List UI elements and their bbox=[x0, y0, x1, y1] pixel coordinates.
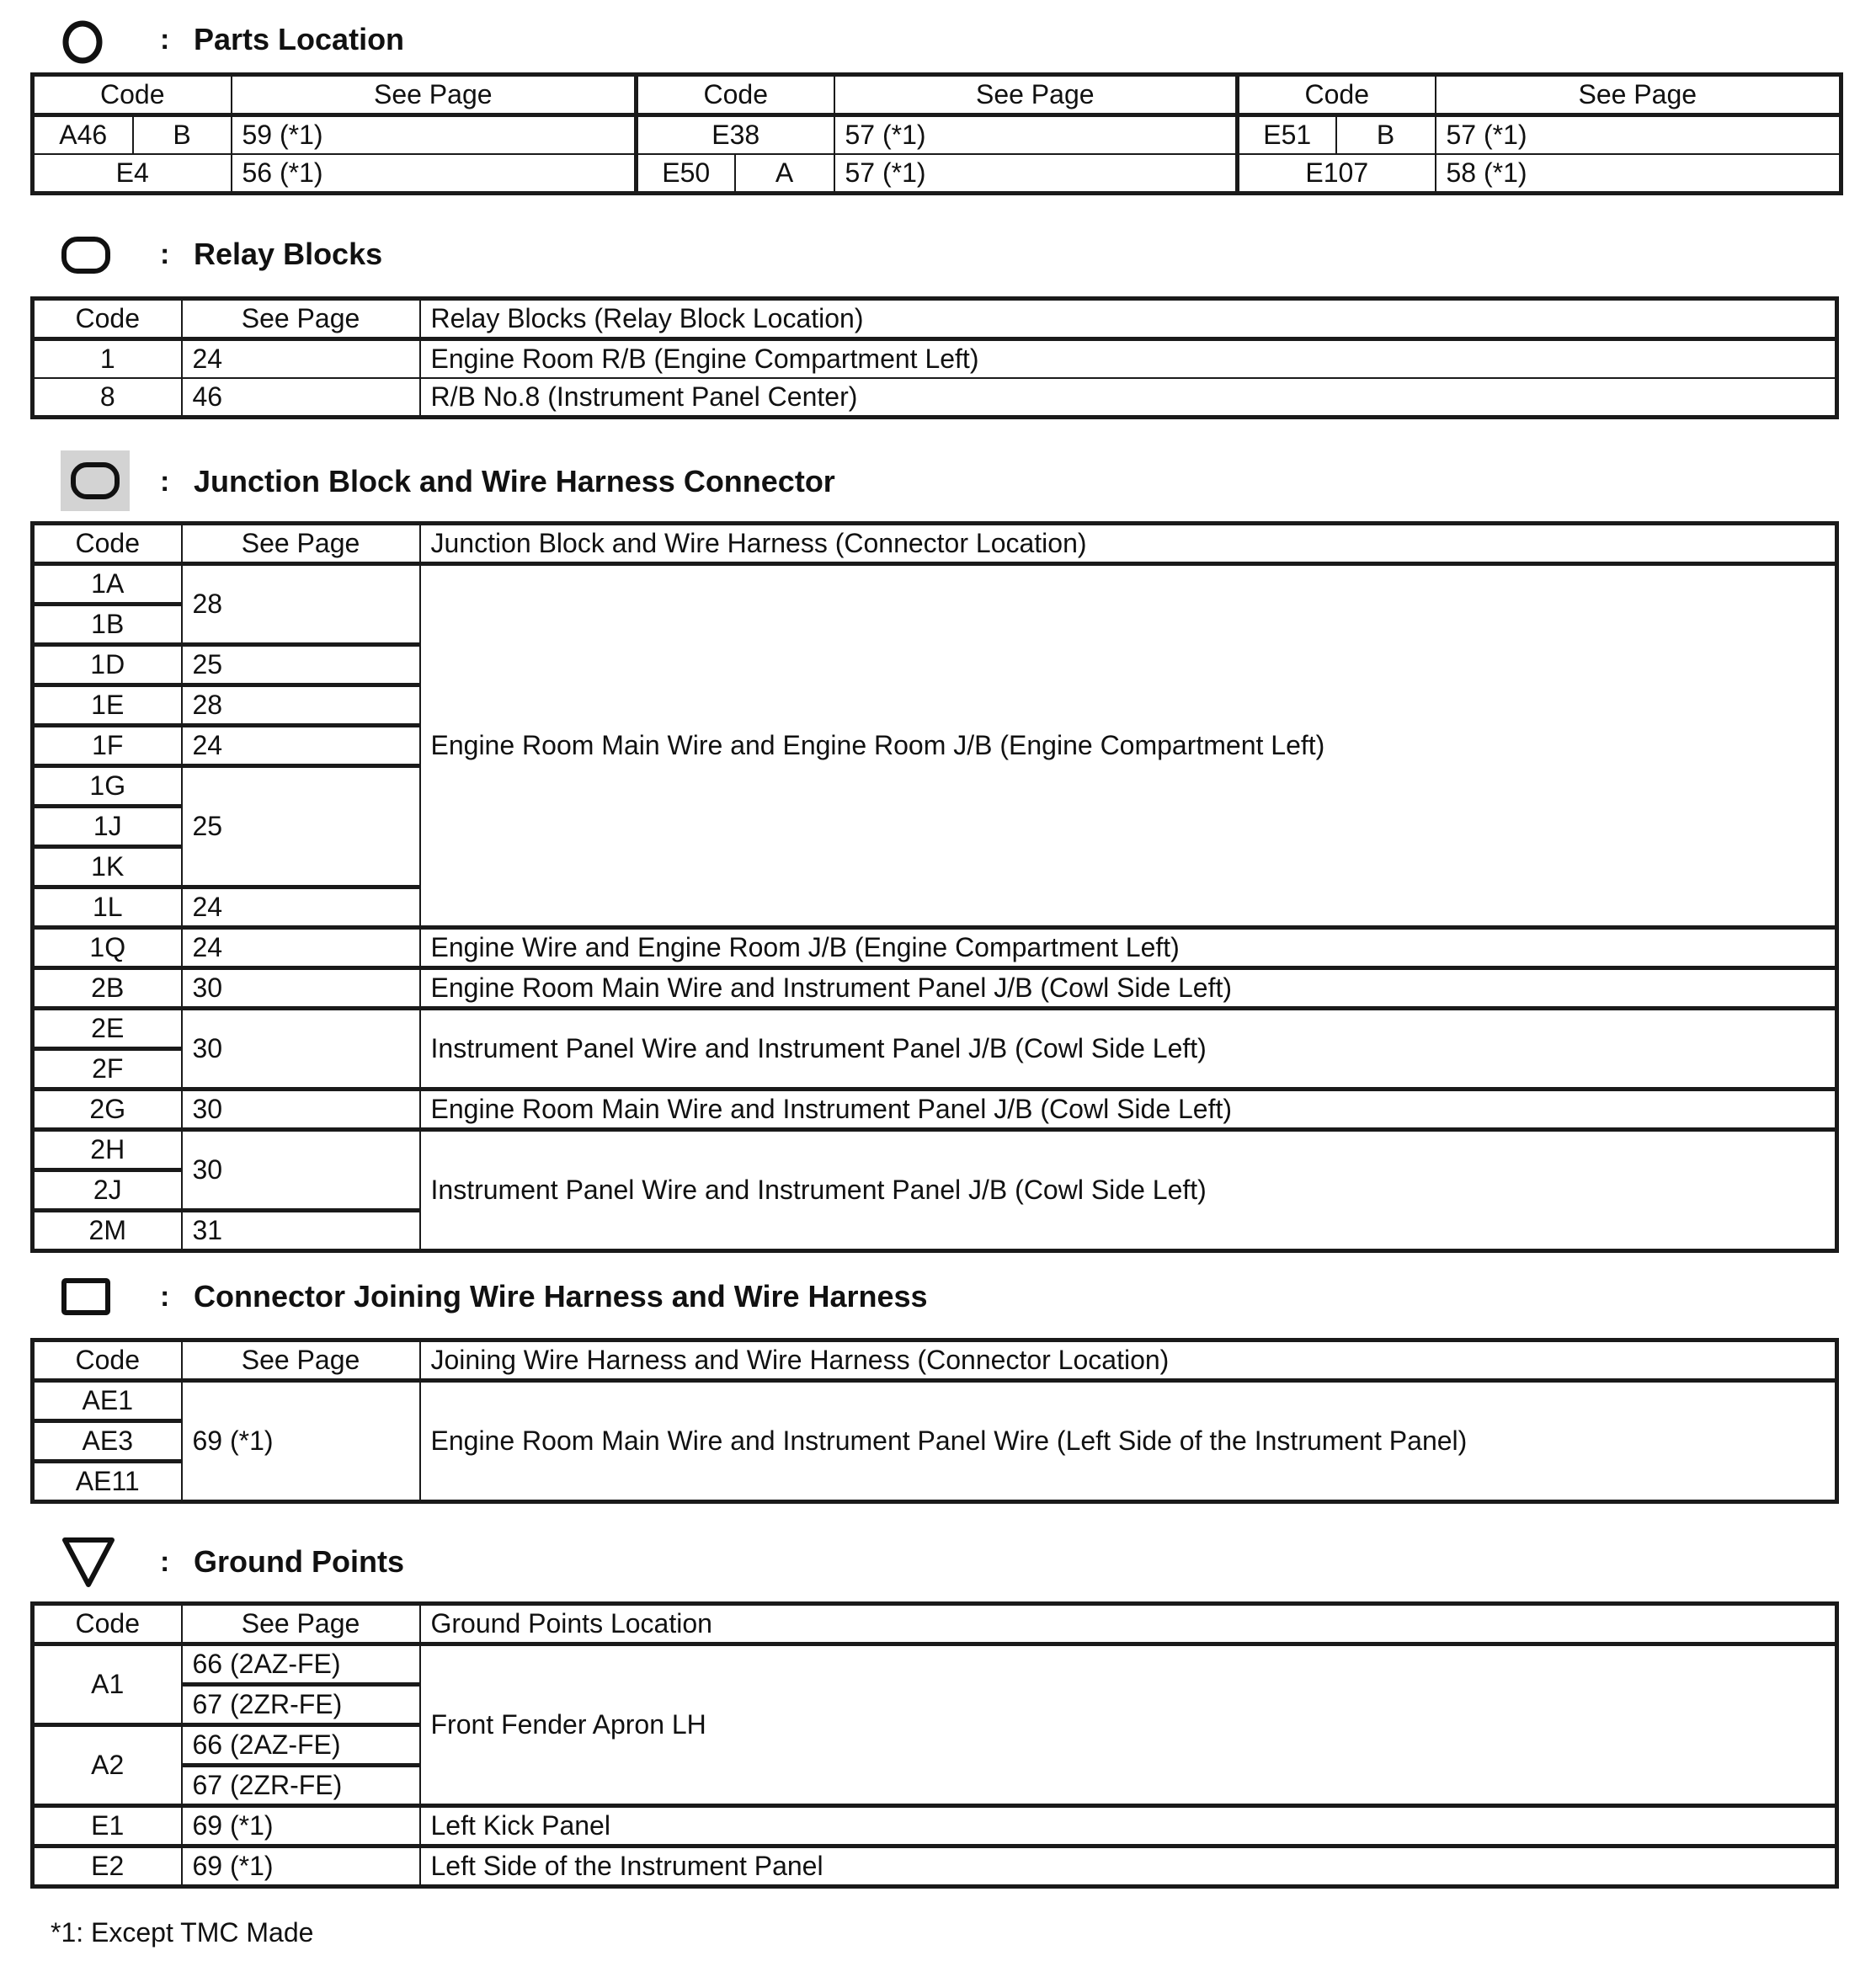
header-code: Code bbox=[33, 299, 182, 339]
table-row bbox=[33, 1644, 1837, 1685]
page-cell: 56 (*1) bbox=[232, 154, 637, 194]
page-cell: 69 (*1) bbox=[182, 1846, 420, 1887]
code-cell: 1D bbox=[33, 645, 182, 685]
table-row bbox=[33, 1381, 1837, 1421]
header-see-page: See Page bbox=[182, 524, 420, 564]
location-cell: Left Side of the Instrument Panel bbox=[420, 1846, 1837, 1887]
page-cell: 30 bbox=[182, 1009, 420, 1090]
code-cell: E51 bbox=[1238, 115, 1336, 155]
code-cell: 1F bbox=[33, 726, 182, 766]
page-cell: 28 bbox=[182, 685, 420, 726]
footnote: *1: Except TMC Made bbox=[51, 1917, 314, 1948]
location-cell: Engine Room R/B (Engine Compartment Left) bbox=[420, 339, 1837, 379]
code-sub-cell: A bbox=[735, 154, 834, 194]
code-cell: AE11 bbox=[33, 1462, 182, 1502]
parts-location-table bbox=[30, 72, 1843, 195]
table-row bbox=[33, 968, 1837, 1009]
page-cell: 57 (*1) bbox=[1436, 115, 1841, 155]
separator: : bbox=[160, 1281, 170, 1313]
table-row bbox=[33, 1009, 1837, 1049]
code-cell: E4 bbox=[33, 154, 232, 194]
page-cell: 24 bbox=[182, 928, 420, 968]
location-cell: Engine Room Main Wire and Instrument Panel J/B (Cowl Side Left) bbox=[420, 1090, 1837, 1130]
code-cell: 1K bbox=[33, 847, 182, 887]
code-cell: A46 bbox=[33, 115, 133, 155]
page-cell: 69 (*1) bbox=[182, 1381, 420, 1502]
header-location: Joining Wire Harness and Wire Harness (Connector Location) bbox=[420, 1340, 1837, 1381]
page-cell: 28 bbox=[182, 564, 420, 645]
table-row bbox=[33, 1090, 1837, 1130]
code-cell: 2H bbox=[33, 1130, 182, 1170]
page-cell: 24 bbox=[182, 339, 420, 379]
section-title: Parts Location bbox=[194, 22, 405, 56]
code-cell: 1G bbox=[33, 766, 182, 807]
table-header-row bbox=[33, 524, 1837, 564]
page-cell: 57 (*1) bbox=[834, 115, 1238, 155]
code-cell: 2E bbox=[33, 1009, 182, 1049]
code-cell: E107 bbox=[1238, 154, 1436, 194]
page-cell: 24 bbox=[182, 726, 420, 766]
code-cell: E1 bbox=[33, 1806, 182, 1846]
location-cell: R/B No.8 (Instrument Panel Center) bbox=[420, 378, 1837, 418]
header-location: Junction Block and Wire Harness (Connector Location) bbox=[420, 524, 1837, 564]
page-cell: 30 bbox=[182, 1130, 420, 1211]
relay-blocks-table bbox=[30, 296, 1839, 419]
table-header-row bbox=[33, 1340, 1837, 1381]
header-code: Code bbox=[33, 1604, 182, 1644]
header-code: Code bbox=[33, 524, 182, 564]
square-icon bbox=[61, 1277, 111, 1316]
table-header-row bbox=[33, 75, 1841, 115]
code-cell: A2 bbox=[33, 1725, 182, 1806]
table-row bbox=[33, 1846, 1837, 1887]
code-cell: 1 bbox=[33, 339, 182, 379]
page-cell: 31 bbox=[182, 1211, 420, 1251]
header-see-page: See Page bbox=[1436, 75, 1841, 115]
rounded-rect-icon bbox=[61, 235, 111, 275]
section-title: Junction Block and Wire Harness Connector bbox=[194, 464, 835, 498]
code-cell: 1Q bbox=[33, 928, 182, 968]
table-row bbox=[33, 378, 1837, 418]
page-cell: 25 bbox=[182, 645, 420, 685]
location-cell: Front Fender Apron LH bbox=[420, 1644, 1837, 1806]
header-see-page: See Page bbox=[232, 75, 637, 115]
separator: : bbox=[160, 238, 170, 270]
code-cell: AE1 bbox=[33, 1381, 182, 1421]
location-cell: Engine Room Main Wire and Engine Room J/B (Engine Compartment Left) bbox=[420, 564, 1837, 928]
down-triangle-icon bbox=[61, 1536, 116, 1588]
separator: : bbox=[160, 1546, 170, 1578]
junction-block-table bbox=[30, 521, 1839, 1253]
header-see-page: See Page bbox=[182, 1340, 420, 1381]
table-row bbox=[33, 154, 1841, 194]
code-cell: 2M bbox=[33, 1211, 182, 1251]
page-cell: 66 (2AZ-FE) bbox=[182, 1725, 420, 1766]
code-cell: 1A bbox=[33, 564, 182, 605]
table-header-row bbox=[33, 299, 1837, 339]
code-cell: 8 bbox=[33, 378, 182, 418]
code-cell: 1E bbox=[33, 685, 182, 726]
code-cell: AE3 bbox=[33, 1421, 182, 1462]
page-cell: 24 bbox=[182, 887, 420, 928]
header-location: Relay Blocks (Relay Block Location) bbox=[420, 299, 1837, 339]
table-row bbox=[33, 1130, 1837, 1170]
page-cell: 30 bbox=[182, 1090, 420, 1130]
location-cell: Engine Wire and Engine Room J/B (Engine Compartment Left) bbox=[420, 928, 1837, 968]
page-cell: 30 bbox=[182, 968, 420, 1009]
page-cell: 67 (2ZR-FE) bbox=[182, 1766, 420, 1806]
header-code: Code bbox=[637, 75, 834, 115]
section-title: Ground Points bbox=[194, 1544, 404, 1579]
location-cell: Instrument Panel Wire and Instrument Panel J/B (Cowl Side Left) bbox=[420, 1009, 1837, 1090]
code-cell: A1 bbox=[33, 1644, 182, 1725]
header-see-page: See Page bbox=[834, 75, 1238, 115]
shaded-rounded-rect-icon bbox=[61, 450, 130, 511]
table-row bbox=[33, 928, 1837, 968]
page-cell: 66 (2AZ-FE) bbox=[182, 1644, 420, 1685]
header-see-page: See Page bbox=[182, 299, 420, 339]
header-code: Code bbox=[1238, 75, 1436, 115]
location-cell: Engine Room Main Wire and Instrument Panel Wire (Left Side of the Instrument Panel) bbox=[420, 1381, 1837, 1502]
page-cell: 57 (*1) bbox=[834, 154, 1238, 194]
page-cell: 59 (*1) bbox=[232, 115, 637, 155]
code-cell: E38 bbox=[637, 115, 834, 155]
code-cell: 2J bbox=[33, 1170, 182, 1211]
code-sub-cell: B bbox=[133, 115, 232, 155]
code-cell: 2G bbox=[33, 1090, 182, 1130]
location-cell: Instrument Panel Wire and Instrument Panel J/B (Cowl Side Left) bbox=[420, 1130, 1837, 1251]
page-cell: 25 bbox=[182, 766, 420, 887]
code-cell: E2 bbox=[33, 1846, 182, 1887]
section-title: Relay Blocks bbox=[194, 237, 383, 271]
page-cell: 69 (*1) bbox=[182, 1806, 420, 1846]
code-sub-cell: B bbox=[1336, 115, 1436, 155]
table-header-row bbox=[33, 1604, 1837, 1644]
header-see-page: See Page bbox=[182, 1604, 420, 1644]
table-row bbox=[33, 1806, 1837, 1846]
header-location: Ground Points Location bbox=[420, 1604, 1837, 1644]
connector-joining-table bbox=[30, 1338, 1839, 1504]
header-code: Code bbox=[33, 75, 232, 115]
code-cell: 1B bbox=[33, 605, 182, 645]
code-cell: E50 bbox=[637, 154, 735, 194]
page-cell: 67 (2ZR-FE) bbox=[182, 1685, 420, 1725]
code-cell: 1L bbox=[33, 887, 182, 928]
circle-icon bbox=[61, 20, 104, 64]
table-row bbox=[33, 115, 1841, 155]
section-title: Connector Joining Wire Harness and Wire Harness bbox=[194, 1279, 928, 1314]
location-cell: Engine Room Main Wire and Instrument Panel J/B (Cowl Side Left) bbox=[420, 968, 1837, 1009]
page-cell: 58 (*1) bbox=[1436, 154, 1841, 194]
separator: : bbox=[160, 24, 170, 56]
page-cell: 46 bbox=[182, 378, 420, 418]
separator: : bbox=[160, 466, 170, 498]
code-cell: 2B bbox=[33, 968, 182, 1009]
table-row bbox=[33, 564, 1837, 605]
ground-points-table bbox=[30, 1601, 1839, 1889]
header-code: Code bbox=[33, 1340, 182, 1381]
code-cell: 2F bbox=[33, 1049, 182, 1090]
location-cell: Left Kick Panel bbox=[420, 1806, 1837, 1846]
code-cell: 1J bbox=[33, 807, 182, 847]
table-row bbox=[33, 339, 1837, 379]
